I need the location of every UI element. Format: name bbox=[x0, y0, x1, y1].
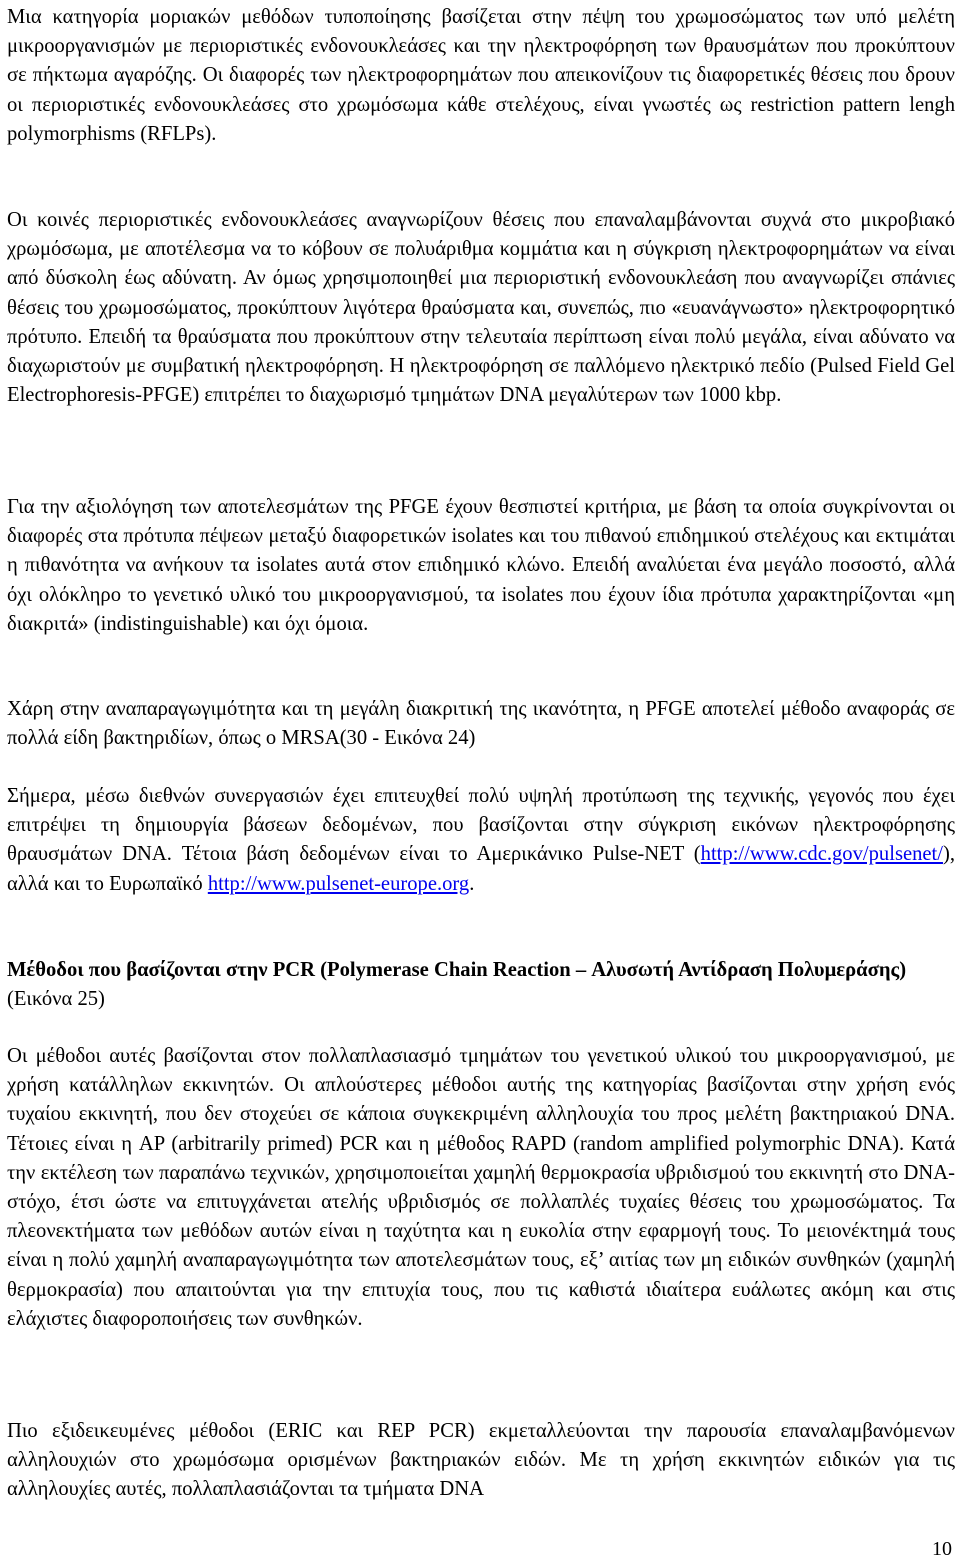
paragraph-eric-rep: Πιο εξιδεικευμένες μέθοδοι (ERIC και REP PCR) εκμεταλλεύονται την παρουσία επαναλαμβανόμενων αλληλουχιών στο χρωμόσωμα ορισμένων βακτηριακών ειδών. Με τη χρήση εκκινητών ειδικών για τις αλληλουχίες αυτές, πολλαπλασιάζονται τα τμήματα DNA bbox=[7, 1420, 955, 1501]
paragraph-pfge-criteria: Για την αξιολόγηση των αποτελεσμάτων της PFGE έχουν θεσπιστεί κριτήρια, με βάση τα οποία συγκρίνονται οι διαφορές στα πρότυπα πέψεων μεταξύ διαφορετικών isolates και του πιθανού επιδημικού στελέχους και εκτιμάται η πιθανότητα να ανήκουν τα isolates αυτά στον επιδημικό κλώνο. Επειδή αναλύεται ένα μεγάλο ποσοστό, αλλά όχι ολόκληρο το γενετικό υλικό του μικροοργανισμού, τα isolates που έχουν ίδια πρότυπα χαρακτηρίζονται «μη διακριτά» (indistinguishable) και όχι όμοια. bbox=[7, 496, 955, 635]
pulsenet-europe-link[interactable]: http://www.pulsenet-europe.org bbox=[207, 872, 470, 895]
paragraph-restriction-enzymes: Οι κοινές περιοριστικές ενδονουκλεάσες αναγνωρίζουν θέσεις που επαναλαμβάνονται συχνά στο μικροβιακό χρωμόσωμα, με αποτέλεσμα να το κόβουν σε πολυάριθμα κομμάτια και η σύγκριση ηλεκτροφορημάτων να είναι από δύσκολη έως αδύνατη. Αν όμως χρησιμοποιηθεί μια περιοριστική ενδονουκλεάση που αναγνωρίζει σπάνιες θέσεις του χρωμοσώματος, προκύπτουν λιγότερα θραύσματα και, συνεπώς, πιο «ευανάγνωστο» ηλεκτροφορητικό πρότυπο. Επειδή τα θραύσματα που προκύπτουν στην τελευταία περίπτωση είναι πολύ μεγάλα, είναι αδύνατο να διαχωριστούν με συμβατική ηλεκτροφόρηση. Η ηλεκτροφόρηση σε παλλόμενο ηλεκτρικό πεδίο (Pulsed Field Gel Electrophoresis-PFGE) επιτρέπει το διαχωρισμό τμημάτων DNA μεγαλύτερων των 1000 kbp. bbox=[7, 209, 955, 407]
section-heading-pcr bbox=[7, 956, 955, 1014]
databases-text-mid: ), αλλά και το Ευρωπαϊκό bbox=[7, 843, 955, 895]
databases-text: Σήμερα, μέσω διεθνών συνεργασιών έχει επιτευχθεί πολύ υψηλή προτύπωση της τεχνικής, γεγονός που έχει επιτρέψει τη δημιουργία βάσεων δεδομένων, που βασίζονται στην σύγκριση εικόνων ηλεκτροφόρησης θραυσμάτων DNA. Τέτοια βάση δεδομένων είναι το Αμερικάνικο Pulse-NET ( bbox=[7, 785, 955, 866]
section-heading-pcr-figure-ref: (Εικόνα 25) bbox=[7, 988, 105, 1011]
paragraph-rflp-intro: Μια κατηγορία μοριακών μεθόδων τυποποίησης βασίζεται στην πέψη του χρωμοσώματος των υπό μελέτη μικροοργανισμών με περιοριστικές ενδονουκλεάσες και την ηλεκτροφόρηση των θραυσμάτων που προκύπτουν σε πήκτωμα αγαρόζης. Οι διαφορές των ηλεκτροφορημάτων που απεικονίζουν τις διαφορετικές θέσεις που δρουν οι περιοριστικές ενδονουκλεάσες στο χρωμόσωμα κάθε στελέχους, είναι γνωστές ως restriction pattern lengh polymorphisms (RFLPs). bbox=[7, 6, 955, 145]
paragraph-databases bbox=[7, 782, 955, 899]
paragraph-pcr-methods: Οι μέθοδοι αυτές βασίζονται στον πολλαπλασιασμό τμημάτων του γενετικού υλικού του μικροοργανισμού, με χρήση κατάλληλων εκκινητών. Οι απλούστερες μέθοδοι αυτής της κατηγορίας βασίζονται στην χρήση ενός τυχαίου εκκινητή, που δεν στοχεύει σε κάποια συγκεκριμένη αλληλουχία του προς μελέτη βακτηριακού DNA. Τέτοιες είναι η AP (arbitrarily primed) PCR και η μέθοδος RAPD (random amplified polymorphic DNA). Κατά την εκτέλεση των παραπάνω τεχνικών, χρησιμοποιείται χαμηλή θερμοκρασία υβριδισμού του εκκινητή στο DNA-στόχο, έτσι ώστε να επιτυγχάνεται ατελής υβριδισμός σε πολλαπλές τυχαίες θέσεις του χρωμοσώματος. Τα πλεονεκτήματα των μεθόδων αυτών είναι η ταχύτητα και η ευκολία στην εφαρμογή τους. Το μειονέκτημά τους είναι η πολύ χαμηλή αναπαραγωγιμότητα των αποτελεσμάτων τους, εξ’ αιτίας των μη ειδικών συνθηκών (χαμηλή θερμοκρασία) που απαιτούνται για την επιτυχία τους, που τις καθιστά ιδιαίτερα ευάλωτες ακόμη και στις ελάχιστες διαφοροποιήσεις των συνθηκών. bbox=[7, 1045, 955, 1330]
pulsenet-link[interactable]: http://www.cdc.gov/pulsenet/ bbox=[700, 843, 943, 866]
page-number: 10 bbox=[932, 1538, 952, 1560]
section-heading-pcr-title: Μέθοδοι που βασίζονται στην PCR (Polymerase Chain Reaction – Αλυσωτή Αντίδραση Πολυμεράσης) bbox=[7, 959, 907, 981]
paragraph-pfge-reference: Χάρη στην αναπαραγωγιμότητα και τη μεγάλη διακριτική της ικανότητα, η PFGE αποτελεί μέθοδο αναφοράς σε πολλά είδη βακτηριδίων, όπως ο MRSA(30 - Εικόνα 24) bbox=[7, 698, 955, 750]
databases-text-end: . bbox=[469, 872, 475, 895]
